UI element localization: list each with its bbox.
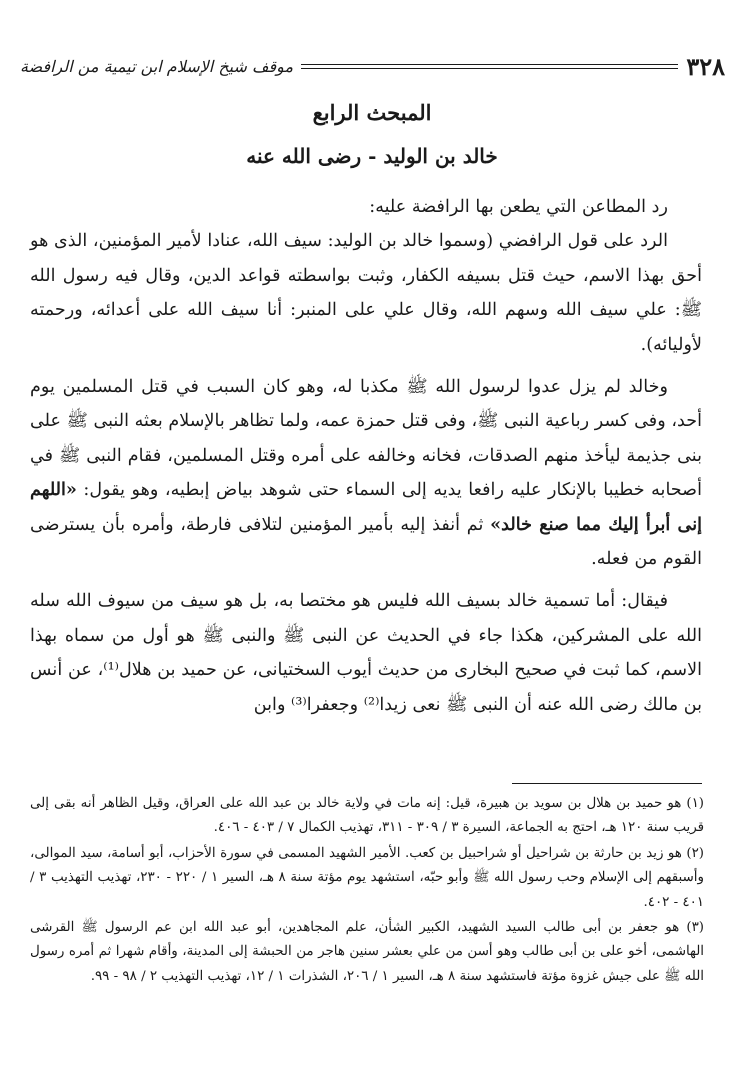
footnote-separator [512,783,702,784]
paragraph-text: وخالد لم يزل عدوا لرسول الله ﷺ مكذبا له، وهو كان السبب في قتل المسلمين يوم أحد، وفى كسر رباعية النبى ﷺ، وفى قتل حمزة عمه، ولما تظاهر بالإسلام بعثه النبى ﷺ على بنى جذيمة ليأخذ منهم الصدقات، فخانه وخالفه على أمره وقتل المسلمين، فقام النبى ﷺ في أصحابه خطيبا بالإنكار عليه رافعا يديه إلى السماء حتى شوهد بياض إبطيه، وهو يقول: [30,377,702,501]
footnote: (٣) هو جعفر بن أبى طالب السيد الشهيد، الكبير الشأن، علم المجاهدين، أبو عبد الله ابن عم الرسول ﷺ القرشى الهاشمى، أخو على بن أبى طالب وهو أسن من علي بعشر سنين هاجر من الحبشة إلى المدينة، وأقام شهرا ثم أمره رسول الله ﷺ على جيش غزوة مؤتة فاستشهد سنة ٨ هـ، السير ١ / ٢٠٦، الشذرات ١ / ١٢، تهذيب التهذيب ٢ / ٩٨ - ٩٩. [30,920,704,984]
page-header [20,50,725,82]
paragraph: فيقال: أما تسمية خالد بسيف الله فليس هو مختصا به، بل هو سيف من سيوف الله سله الله على المشركين، هكذا جاء في الحديث عن النبى ﷺ والنبى ﷺ هو أول من سماه بهذا الاسم، كما ثبت في صحيح البخارى من حديث أيوب السختيانى، عن حميد بن هلال⁽¹⁾، عن أنس بن مالك رضى الله عنه أن النبى ﷺ نعى زيدا⁽²⁾ وجعفرا⁽³⁾ وابن [30,591,702,715]
paragraph [30,370,702,576]
running-title: موقف شيخ الإسلام ابن تيمية من الرافضة [20,56,294,76]
footnotes [30,792,704,990]
body-text [30,190,702,722]
paragraph: الرد على قول الرافضي (وسموا خالد بن الوليد: سيف الله، عنادا لأمير المؤمنين، الذى هو أحق بهذا الاسم، حيث قتل بسيفه الكفار، وثبت بواسطته قواعد الدين، وقال فيه رسول الله ﷺ: علي سيف الله وسهم الله، وقال علي على المنبر: أنا سيف الله على أعدائه، ورحمته لأوليائه). [30,231,702,355]
paragraph-text: ثم أنفذ إليه بأمير المؤمنين لتلافى فارطة، وأمره بأن يسترضى القوم من فعله. [30,514,702,570]
section-title: المبحث الرابع [312,100,432,125]
header-rule [301,61,678,72]
section-subtitle: خالد بن الوليد - رضى الله عنه [246,144,498,168]
page-number: ٣٢٨ [686,51,725,81]
footnote: (٢) هو زيد بن حارثة بن شراحيل أو شراحبيل بن كعب. الأمير الشهيد المسمى في سورة الأحزاب، أبو أسامة، سيد الموالى، وأسبقهم إلى الإسلام وحب رسول الله ﷺ وأبو حبّه، استشهد يوم مؤتة سنة ٨ هـ، السير ١ / ٢٢٠ - ٢٣٠، تهذيب التهذيب ٣ / ٤٠١ - ٤٠٢. [30,845,704,910]
hadith-quote: «اللهم إنى أبرأ إليك مما صنع خالد» [30,479,702,535]
footnote: (١) هو حميد بن هلال بن سويد بن هبيرة، قيل: إنه مات في ولاية خالد بن عبد الله على العراق، وقيل الظاهر أنه بقى إلى قريب سنة ١٢٠ هـ، احتج به الجماعة، السيرة ٣ / ٣٠٩ - ٣١١، تهذيب الكمال ٧ / ٤٠٣ - ٤٠٦. [30,796,704,836]
intro-line: رد المطاعن التي يطعن بها الرافضة عليه: [369,197,668,217]
